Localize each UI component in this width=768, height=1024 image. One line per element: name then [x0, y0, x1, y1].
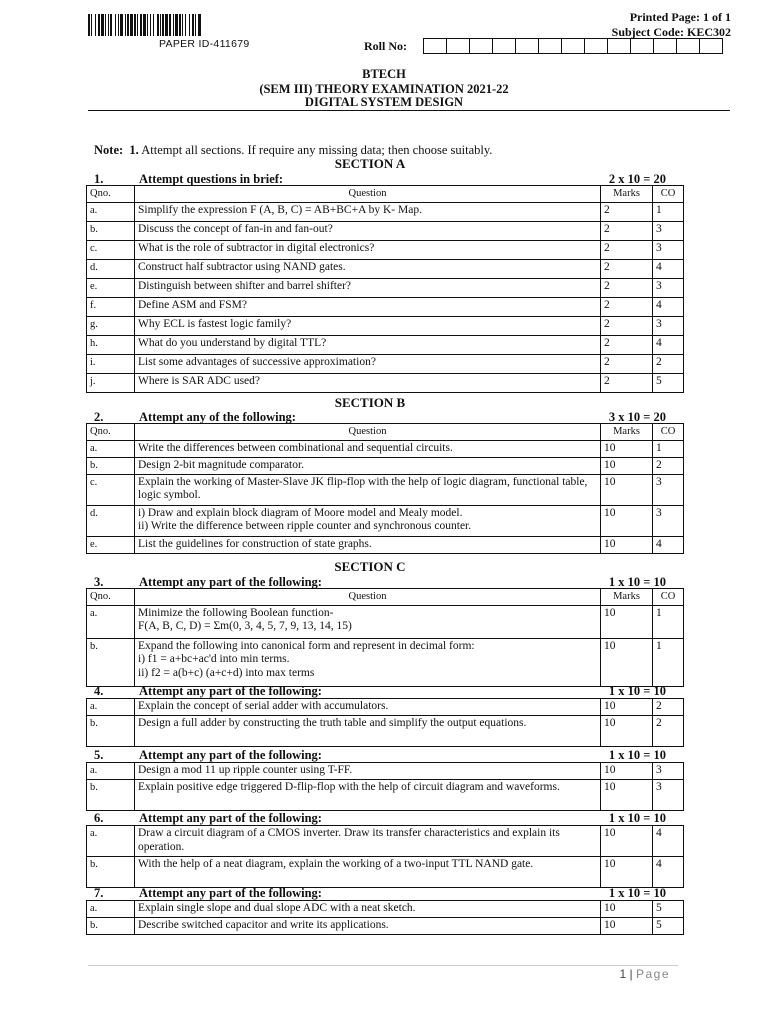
section-c-table [86, 588, 684, 687]
question-line: ii) f2 = a(b+c) (a+c+d) into max terms [138, 666, 315, 679]
question-number: a. [87, 202, 135, 221]
roll-label: Roll No: [364, 38, 407, 53]
table-row [87, 440, 684, 457]
question-number: c. [87, 240, 135, 259]
subject-code: Subject Code: KEC302 [611, 25, 731, 39]
question-line: Why ECL is fastest logic family? [138, 317, 292, 330]
question-line: Design a mod 11 up ripple counter using T-FF. [138, 764, 353, 776]
col-marks-header: Marks [601, 424, 653, 441]
question-text [135, 354, 601, 373]
question-line: Construct half subtractor using NAND gates. [138, 260, 346, 273]
table-header-row [87, 424, 684, 441]
q-number: 3. [94, 575, 104, 589]
question-number: d. [87, 505, 135, 536]
q-marks: 1 x 10 = 10 [608, 748, 666, 762]
printed-page: Printed Page: 1 of 1 [629, 10, 731, 24]
question-number: b. [87, 457, 135, 474]
question-line: F(A, B, C, D) = Σm(0, 3, 4, 5, 7, 9, 13, 14, 15) [138, 620, 352, 632]
question-number: a. [87, 763, 135, 780]
question-line: Simplify the expression F (A, B, C) = AB+BC+A by K- Map. [138, 203, 422, 216]
q-instruction: Attempt any part of the following: [139, 684, 322, 698]
co-value: 5 [653, 918, 684, 935]
q6-heading [94, 811, 666, 826]
table-row [87, 826, 684, 857]
co-value: 3 [653, 316, 684, 335]
co-value: 3 [653, 221, 684, 240]
section-a-title: SECTION A [334, 156, 406, 171]
page-number: 1 [619, 967, 627, 981]
barcode [88, 14, 313, 36]
marks-value: 2 [601, 354, 653, 373]
question-line: Design a full adder by constructing the truth table and simplify the output equations. [138, 717, 527, 729]
question-text [135, 826, 601, 857]
marks-value: 2 [601, 335, 653, 354]
marks-value: 2 [601, 202, 653, 221]
marks-value: 2 [601, 373, 653, 392]
section-b-table [86, 423, 684, 554]
table-row [87, 278, 684, 297]
q5-heading [94, 748, 666, 763]
question-text [135, 716, 601, 747]
question-text [135, 221, 601, 240]
question-number: b. [87, 918, 135, 935]
note-num: 1. [129, 143, 139, 157]
table-row [87, 716, 684, 747]
table-row [87, 918, 684, 935]
table-row [87, 763, 684, 780]
marks-value: 10 [601, 716, 653, 747]
question-text [135, 297, 601, 316]
q-instruction: Attempt questions in brief: [139, 172, 284, 186]
marks-value: 10 [601, 457, 653, 474]
question-line: Write the differences between combinational and sequential circuits. [138, 441, 453, 454]
question-line: Distinguish between shifter and barrel shifter? [138, 279, 352, 292]
q7-heading [94, 886, 666, 901]
roll-number [364, 38, 723, 54]
table-row [87, 605, 684, 638]
question-line: List some advantages of successive approximation? [138, 355, 376, 368]
note-label: Note: [94, 143, 124, 157]
q-instruction: Attempt any part of the following: [139, 886, 322, 900]
table-row [87, 505, 684, 536]
marks-value: 10 [601, 901, 653, 918]
q-marks: 1 x 10 = 10 [608, 575, 666, 589]
question-line: Design 2-bit magnitude comparator. [138, 458, 305, 471]
roll-boxes [423, 38, 723, 54]
question-number: a. [87, 826, 135, 857]
co-value: 1 [653, 202, 684, 221]
co-value: 5 [653, 901, 684, 918]
table-row [87, 536, 684, 553]
q-marks: 3 x 10 = 20 [608, 410, 666, 424]
co-value: 4 [653, 857, 684, 888]
table-row [87, 857, 684, 888]
col-qno-header: Qno. [87, 589, 135, 606]
question-line: What is the role of subtractor in digital electronics? [138, 241, 375, 254]
question-line: Define ASM and FSM? [138, 298, 247, 311]
q-number: 6. [94, 811, 104, 825]
col-qno-header: Qno. [87, 424, 135, 441]
marks-value: 10 [601, 536, 653, 553]
question-number: d. [87, 259, 135, 278]
table-header-row [87, 186, 684, 203]
question-number: b. [87, 857, 135, 888]
co-value: 3 [653, 505, 684, 536]
marks-value: 2 [601, 240, 653, 259]
co-value: 3 [653, 240, 684, 259]
question-text [135, 918, 601, 935]
page-sep: | [629, 967, 633, 981]
q-marks: 2 x 10 = 20 [608, 172, 666, 186]
question-line: ii) Write the difference between ripple counter and synchronous counter. [138, 520, 472, 532]
co-value: 2 [653, 457, 684, 474]
question-line: Minimize the following Boolean function- [138, 606, 334, 619]
question-text [135, 335, 601, 354]
q-number: 7. [94, 886, 104, 900]
question-number: b. [87, 221, 135, 240]
question-number: a. [87, 699, 135, 716]
col-marks-header: Marks [601, 186, 653, 203]
question-number: e. [87, 278, 135, 297]
question-text [135, 699, 601, 716]
marks-value: 10 [601, 440, 653, 457]
page-word: Page [635, 967, 670, 981]
question-text [135, 857, 601, 888]
q-number: 5. [94, 748, 104, 762]
question-text [135, 278, 601, 297]
question-line: List the guidelines for construction of state graphs. [138, 537, 372, 550]
question-number: f. [87, 297, 135, 316]
page-info [612, 10, 731, 40]
col-co-header: CO [653, 589, 684, 606]
q-instruction: Attempt any part of the following: [139, 575, 322, 589]
table-row [87, 335, 684, 354]
question-number: j. [87, 373, 135, 392]
marks-value: 2 [601, 259, 653, 278]
table-row [87, 457, 684, 474]
question-text [135, 240, 601, 259]
question-text [135, 316, 601, 335]
question-line: Draw a circuit diagram of a CMOS inverter. Draw its transfer characteristics and explain its operation. [138, 827, 560, 853]
q4-heading [94, 684, 666, 699]
marks-value: 2 [601, 316, 653, 335]
question-line: Explain positive edge triggered D-flip-flop with the help of circuit diagram and waveforms. [138, 781, 560, 793]
question-text [135, 505, 601, 536]
page-footer [619, 967, 670, 981]
question-line: Explain the working of Master-Slave JK flip-flop with the help of logic diagram, functional table, logic symbol. [138, 475, 588, 501]
table-row [87, 316, 684, 335]
question-text [135, 373, 601, 392]
q-marks: 1 x 10 = 10 [608, 886, 666, 900]
co-value: 1 [653, 605, 684, 638]
table-row [87, 221, 684, 240]
marks-value: 10 [601, 857, 653, 888]
marks-value: 10 [601, 699, 653, 716]
question-text [135, 457, 601, 474]
question-line: Where is SAR ADC used? [138, 374, 261, 387]
marks-value: 10 [601, 474, 653, 505]
q-marks: 1 x 10 = 10 [608, 811, 666, 825]
table-row [87, 373, 684, 392]
col-qno-header: Qno. [87, 186, 135, 203]
marks-value: 2 [601, 221, 653, 240]
question-number: b. [87, 780, 135, 811]
section-c-title: SECTION C [334, 559, 406, 574]
question-text [135, 780, 601, 811]
table-row [87, 259, 684, 278]
table-row [87, 474, 684, 505]
exam-title: (SEM III) THEORY EXAMINATION 2021-22 [259, 82, 509, 96]
question-line: i) Draw and explain block diagram of Moore model and Mealy model. [138, 506, 463, 519]
col-question-header: Question [135, 589, 601, 606]
table-row [87, 699, 684, 716]
question-number: e. [87, 536, 135, 553]
co-value: 2 [653, 699, 684, 716]
table-row [87, 354, 684, 373]
section-c-table [86, 825, 684, 888]
question-text [135, 474, 601, 505]
table-row [87, 780, 684, 811]
question-line: What do you understand by digital TTL? [138, 336, 327, 349]
question-number: c. [87, 474, 135, 505]
q-number: 4. [94, 684, 104, 698]
section-c-table [86, 900, 684, 935]
co-value: 3 [653, 763, 684, 780]
col-marks-header: Marks [601, 589, 653, 606]
co-value: 4 [653, 536, 684, 553]
question-line: With the help of a neat diagram, explain the working of a two-input TTL NAND gate. [138, 858, 534, 870]
question-text [135, 440, 601, 457]
question-number: h. [87, 335, 135, 354]
note-text: Attempt all sections. If require any missing data; then choose suitably. [141, 143, 493, 157]
footer-divider [88, 965, 678, 966]
section-c-table [86, 698, 684, 747]
subject-title: DIGITAL SYSTEM DESIGN [304, 95, 464, 109]
paper-id: PAPER ID-411679 [159, 38, 250, 50]
marks-value: 10 [601, 763, 653, 780]
table-row [87, 901, 684, 918]
col-question-header: Question [135, 424, 601, 441]
marks-value: 10 [601, 605, 653, 638]
marks-value: 10 [601, 505, 653, 536]
q-instruction: Attempt any part of the following: [139, 811, 322, 825]
co-value: 1 [653, 440, 684, 457]
question-number: a. [87, 605, 135, 638]
co-value: 4 [653, 297, 684, 316]
col-co-header: CO [653, 186, 684, 203]
co-value: 4 [653, 335, 684, 354]
co-value: 4 [653, 826, 684, 857]
section-a-table [86, 185, 684, 393]
marks-value: 2 [601, 297, 653, 316]
question-number: i. [87, 354, 135, 373]
q-instruction: Attempt any of the following: [139, 410, 296, 424]
question-line: Discuss the concept of fan-in and fan-out? [138, 222, 333, 235]
question-number: g. [87, 316, 135, 335]
question-text [135, 202, 601, 221]
question-line: Explain single slope and dual slope ADC with a neat sketch. [138, 902, 416, 914]
col-co-header: CO [653, 424, 684, 441]
co-value: 2 [653, 354, 684, 373]
marks-value: 10 [601, 826, 653, 857]
question-text [135, 763, 601, 780]
section-c-table [86, 762, 684, 811]
q-number: 1. [94, 172, 104, 186]
question-line: Describe switched capacitor and write its applications. [138, 919, 389, 931]
co-value: 4 [653, 259, 684, 278]
question-line: i) f1 = a+bc+ac'd into min terms. [138, 653, 290, 665]
marks-value: 2 [601, 278, 653, 297]
question-text [135, 901, 601, 918]
question-line: Explain the concept of serial adder with accumulators. [138, 700, 389, 712]
co-value: 3 [653, 474, 684, 505]
header-divider [88, 110, 730, 111]
question-number: a. [87, 440, 135, 457]
co-value: 1 [653, 638, 684, 686]
table-row [87, 297, 684, 316]
question-text [135, 605, 601, 638]
question-number: a. [87, 901, 135, 918]
co-value: 5 [653, 373, 684, 392]
co-value: 2 [653, 716, 684, 747]
question-line: Expand the following into canonical form and represent in decimal form: [138, 639, 475, 652]
q-number: 2. [94, 410, 104, 424]
question-text [135, 638, 601, 686]
q-marks: 1 x 10 = 10 [608, 684, 666, 698]
degree: BTECH [362, 67, 406, 81]
question-text [135, 536, 601, 553]
question-text [135, 259, 601, 278]
col-question-header: Question [135, 186, 601, 203]
section-b-title: SECTION B [334, 395, 406, 410]
co-value: 3 [653, 278, 684, 297]
table-header-row [87, 589, 684, 606]
table-row [87, 202, 684, 221]
marks-value: 10 [601, 780, 653, 811]
co-value: 3 [653, 780, 684, 811]
question-number: b. [87, 716, 135, 747]
table-row [87, 240, 684, 259]
table-row [87, 638, 684, 686]
question-number: b. [87, 638, 135, 686]
marks-value: 10 [601, 638, 653, 686]
q-instruction: Attempt any part of the following: [139, 748, 322, 762]
marks-value: 10 [601, 918, 653, 935]
